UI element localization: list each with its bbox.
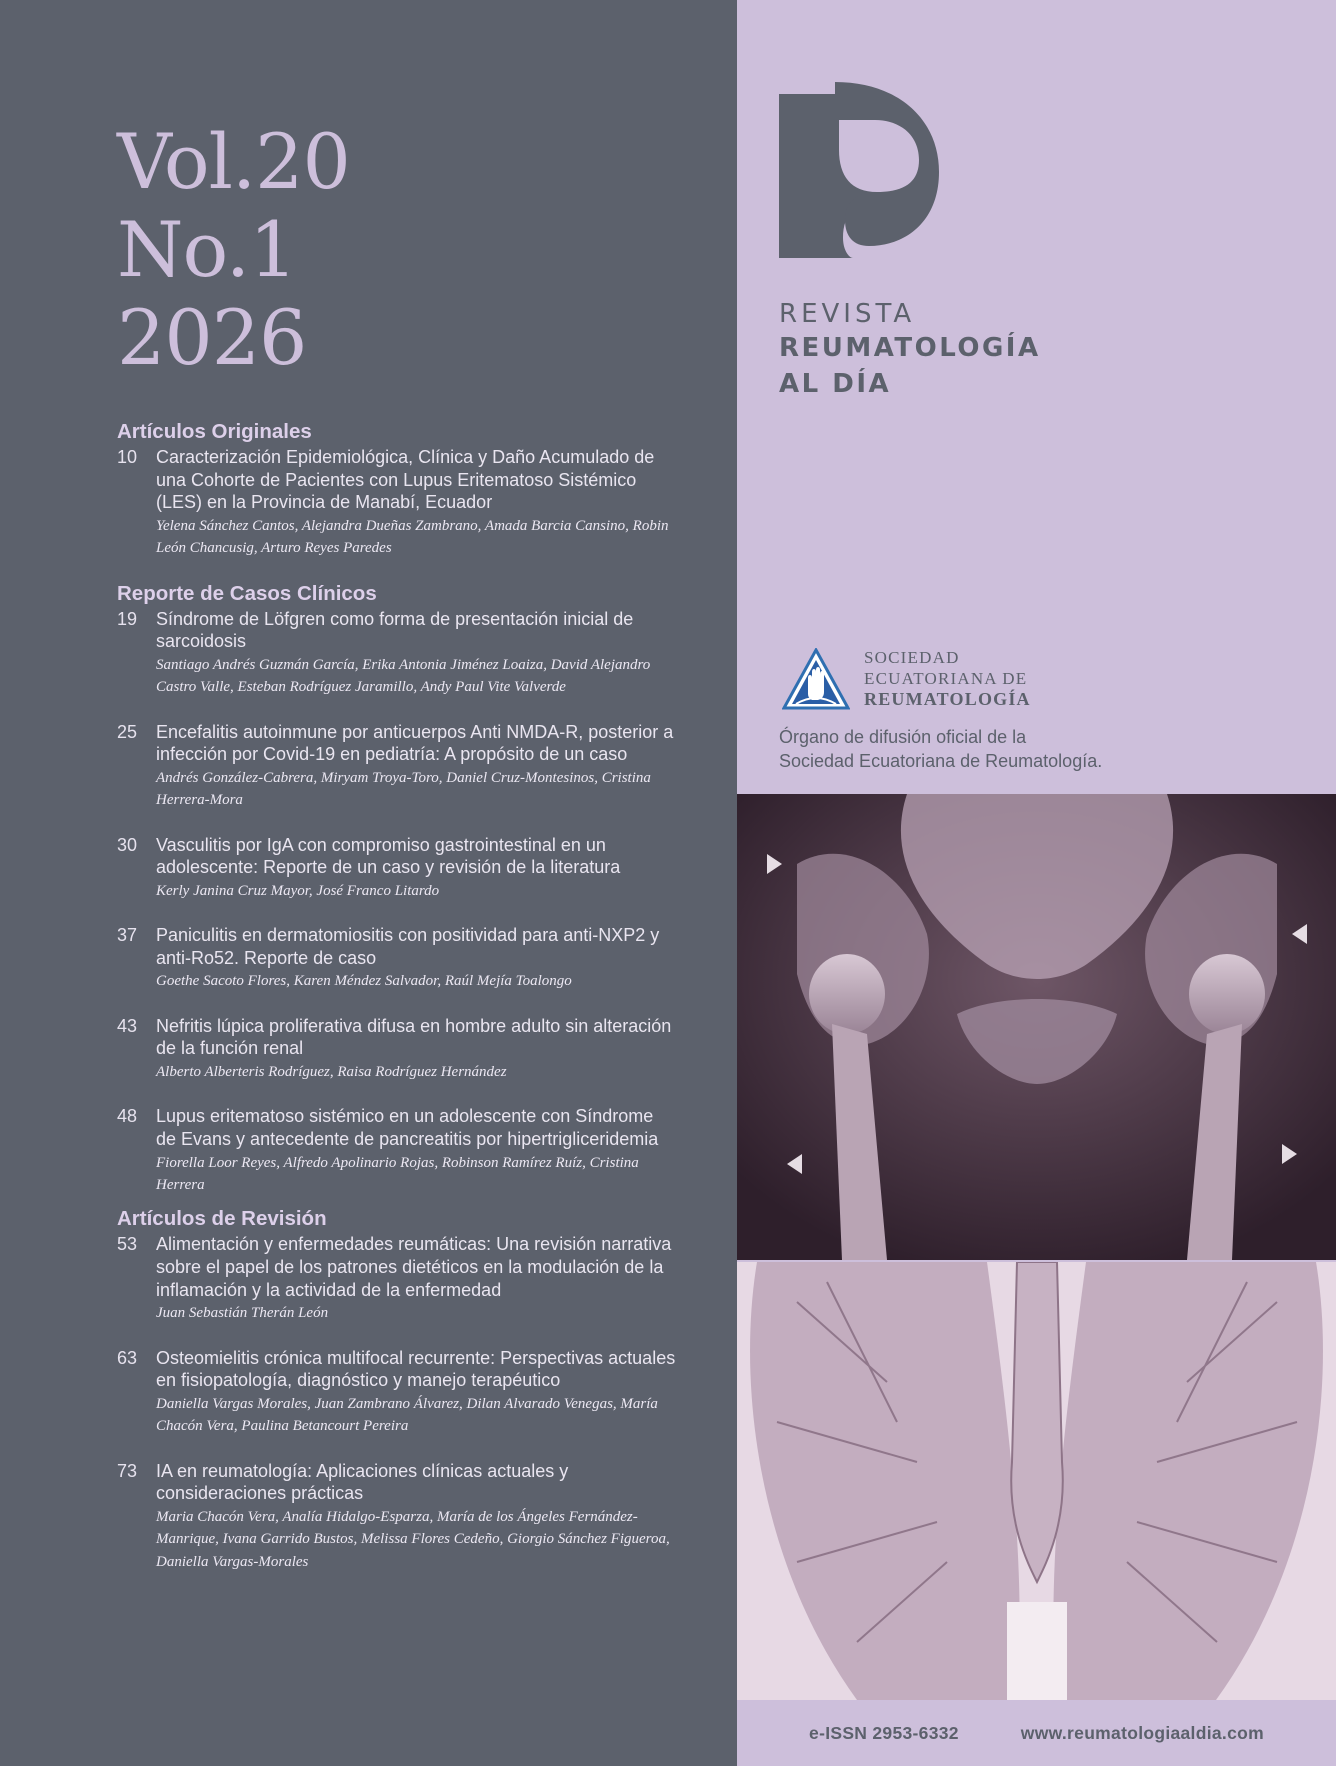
toc-page-number: 37 [117,925,138,946]
toc-page-number: 48 [117,1106,138,1127]
toc-article-authors: Santiago Andrés Guzmán García, Erika Antonia Jiménez Loaiza, David Alejandro Castro Valle, Esteban Rodríguez Jaramillo, Andy Paul Vite Valverde [156,656,651,696]
organ-line-2: Sociedad Ecuatoriana de Reumatología. [779,751,1103,771]
toc-page-number: 43 [117,1015,138,1036]
journal-brand [779,298,1041,402]
issn-label: e-ISSN 2953-6332 [809,1722,959,1743]
table-of-contents [117,420,677,1573]
toc-article-title: Síndrome de Löfgren como forma de presentación inicial de sarcoidosis [156,608,634,652]
toc-article-authors: Maria Chacón Vera, Analía Hidalgo-Esparza, María de los Ángeles Fernández-Manrique, Ivana Garrido Bustos, Melissa Flores Cedeño, Giorgio Sánchez Figueroa, Daniella Vargas-Morales [156,1508,670,1570]
toc-entry[interactable] [117,721,677,812]
toc-article-title: Caracterización Epidemiológica, Clínica y Daño Acumulado de una Cohorte de Pacientes con Lupus Eritematoso Sistémico (LES) en la Provincia de Manabí, Ecuador [156,447,655,513]
society-name [864,647,1031,710]
issue-year: 2026 [117,293,307,382]
toc-entry[interactable] [117,1233,677,1324]
section-heading-revision: Artículos de Revisión [117,1207,327,1231]
pelvis-xray-image [737,794,1336,1260]
organ-line-1: Órgano de difusión oficial de la [779,727,1027,747]
toc-entry[interactable] [117,608,677,699]
toc-page-number: 73 [117,1460,138,1481]
society-line-3: REUMATOLOGÍA [864,689,1031,709]
chest-scan-image [737,1262,1336,1700]
toc-article-authors: Alberto Alberteris Rodríguez, Raisa Rodríguez Hernández [156,1063,507,1080]
toc-entry[interactable] [117,1347,677,1438]
toc-article-title: Vasculitis por IgA con compromiso gastrointestinal en un adolescente: Reporte de un caso y revisión de la literatura [156,834,621,878]
toc-article-authors: Juan Sebastián Therán León [156,1305,329,1322]
issue-volume: Vol.20 [117,117,350,206]
society-line-2: ECUATORIANA DE [864,669,1028,688]
toc-entry[interactable] [117,924,677,993]
toc-article-title: Osteomielitis crónica multifocal recurrente: Perspectivas actuales en fisiopatología, diagnóstico y manejo terapéutico [156,1347,676,1391]
journal-r-logo-icon [779,80,939,260]
toc-entry[interactable] [117,1015,677,1084]
issue-number: No.1 [117,205,297,294]
toc-entry[interactable] [117,446,677,560]
society-hand-emblem-icon [782,648,850,710]
toc-entry[interactable] [117,1460,677,1573]
toc-article-title: Lupus eritematoso sistémico en un adolescente con Síndrome de Evans y antecedente de pancreatitis por hipertrigliceridemia [156,1106,659,1149]
toc-article-authors: Fiorella Loor Reyes, Alfredo Apolinario Rojas, Robinson Ramírez Ruíz, Cristina Herrera [156,1154,639,1193]
toc-article-title: Nefritis lúpica proliferativa difusa en hombre adulto sin alteración de la función renal [156,1015,672,1059]
toc-article-authors: Andrés González-Cabrera, Miryam Troya-Toro, Daniel Cruz-Montesinos, Cristina Herrera-Mora [156,769,651,809]
toc-article-authors: Daniella Vargas Morales, Juan Zambrano Álvarez, Dilan Alvarado Venegas, María Chacón Vera, Paulina Betancourt Pereira [156,1395,658,1435]
section-heading-originales: Artículos Originales [117,420,312,443]
toc-entry[interactable] [117,1105,677,1196]
cover-footer [737,1700,1336,1766]
website-link[interactable]: www.reumatologiaaldia.com [1020,1722,1264,1743]
toc-page-number: 19 [117,608,138,629]
toc-page-number: 53 [117,1234,138,1255]
toc-page-number: 63 [117,1347,138,1368]
toc-entry[interactable] [117,834,677,903]
toc-article-title: Alimentación y enfermedades reumáticas: Una revisión narrativa sobre el papel de los patrones dietéticos en la modulación de la inflamación y la actividad de la enfermedad [156,1234,672,1300]
toc-page-number: 10 [117,447,138,467]
section-heading-casos: Reporte de Casos Clínicos [117,581,377,605]
toc-article-title: Paniculitis en dermatomiositis con positividad para anti-NXP2 y anti-Ro52. Reporte de caso [156,925,660,968]
toc-page-number: 30 [117,834,138,855]
toc-article-authors: Yelena Sánchez Cantos, Alejandra Dueñas Zambrano, Amada Barcia Cansino, Robin León Chancusig, Arturo Reyes Paredes [156,517,669,557]
toc-article-authors: Goethe Sacoto Flores, Karen Méndez Salvador, Raúl Mejía Toalongo [156,973,572,990]
toc-article-title: IA en reumatología: Aplicaciones clínicas actuales y consideraciones prácticas [156,1460,569,1504]
issue-info [117,118,350,382]
brand-line-3: AL DÍA [779,369,892,399]
society-line-1: SOCIEDAD [864,648,960,667]
official-organ-note [779,725,1299,773]
toc-article-title: Encefalitis autoinmune por anticuerpos Anti NMDA-R, posterior a infección por Covid-19 en pediatría: A propósito de un caso [156,721,674,765]
brand-line-2: REUMATOLOGÍA [779,333,1041,363]
toc-page-number: 25 [117,721,138,742]
brand-line-1: REVISTA [779,299,916,329]
toc-article-authors: Kerly Janina Cruz Mayor, José Franco Litardo [156,882,440,899]
